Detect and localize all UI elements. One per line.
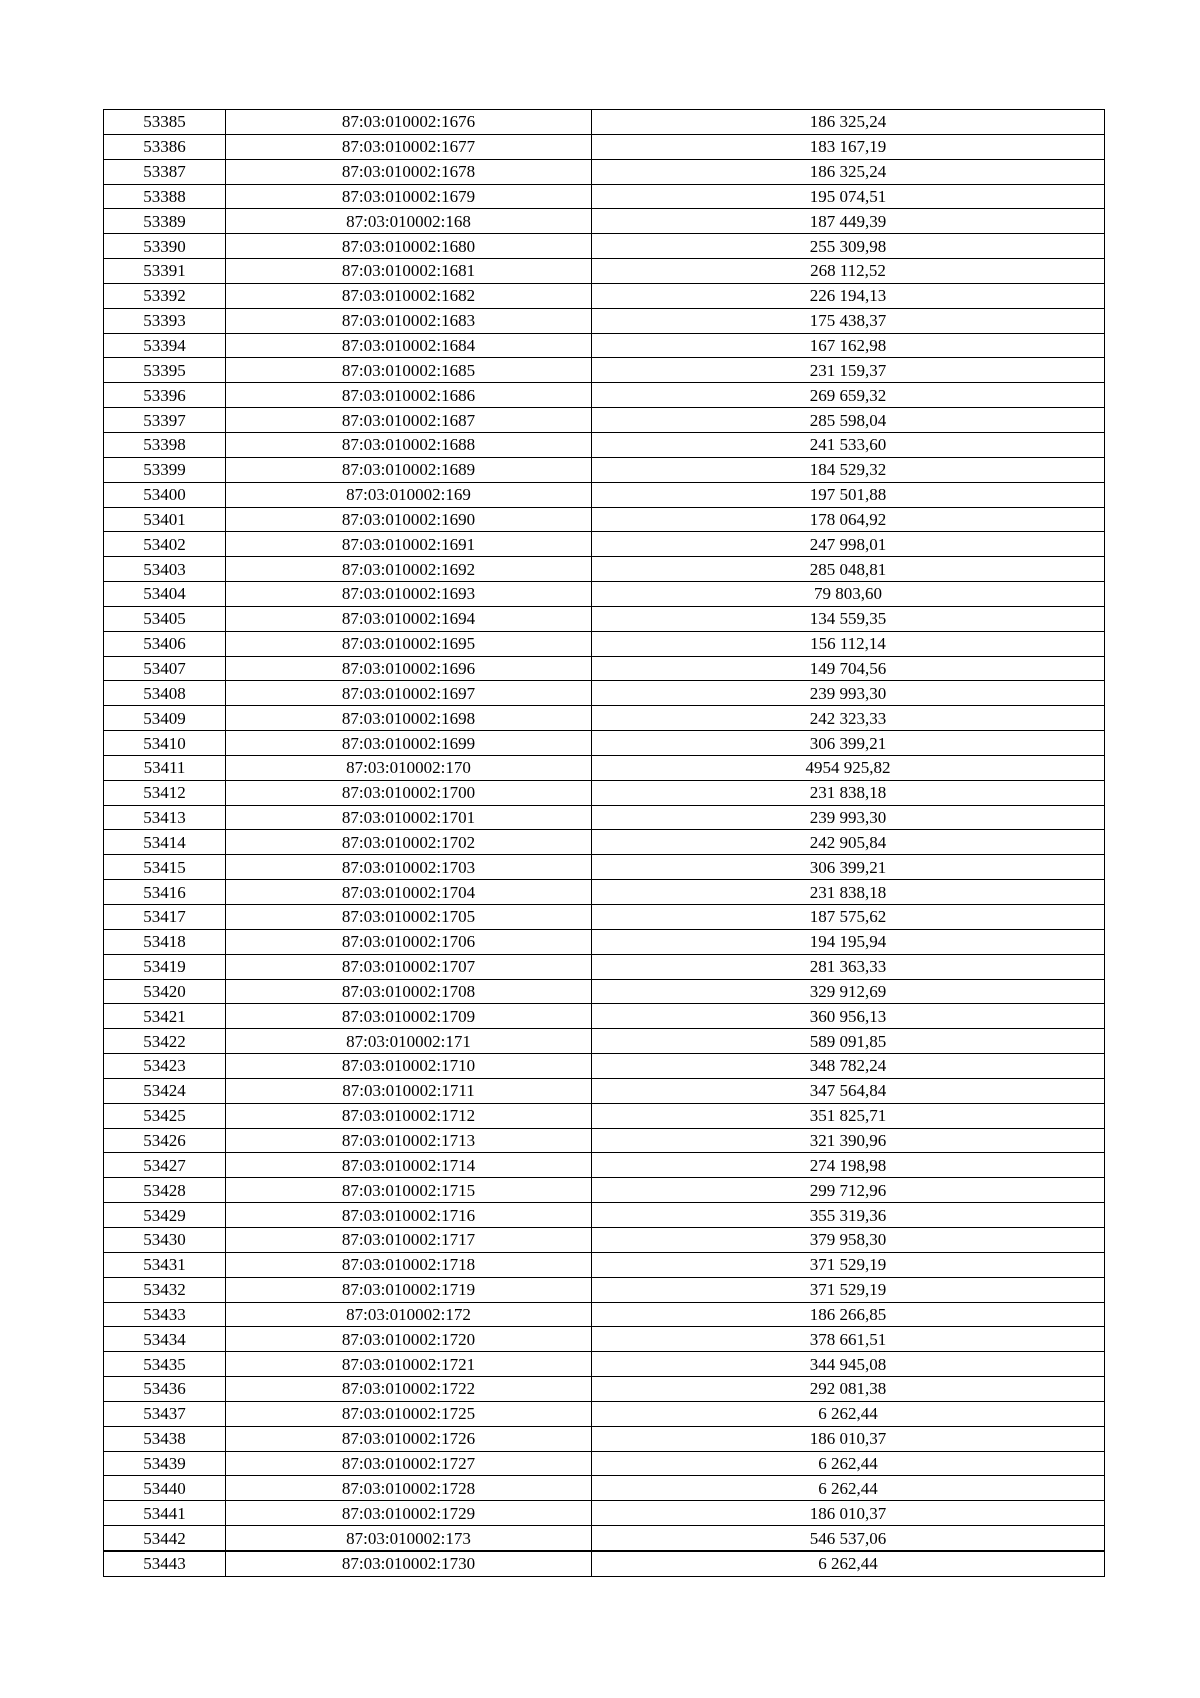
cadastral-value-table (103, 109, 1105, 1577)
cadastral-value-cell: 242 323,33 (592, 706, 1105, 731)
table-row (104, 1277, 1105, 1302)
cadastral-number-cell: 87:03:010002:1692 (226, 557, 592, 582)
row-number-cell: 53442 (104, 1526, 226, 1551)
cadastral-number-cell: 87:03:010002:1678 (226, 159, 592, 184)
table-row (104, 631, 1105, 656)
table-row (104, 606, 1105, 631)
table-row (104, 780, 1105, 805)
table-row (104, 929, 1105, 954)
table-row (104, 1054, 1105, 1079)
cadastral-value-cell: 6 262,44 (592, 1476, 1105, 1501)
cadastral-number-cell: 87:03:010002:1714 (226, 1153, 592, 1178)
cadastral-number-cell: 87:03:010002:1712 (226, 1103, 592, 1128)
cadastral-number-cell: 87:03:010002:1689 (226, 457, 592, 482)
cadastral-number-cell: 87:03:010002:172 (226, 1302, 592, 1327)
table-row (104, 383, 1105, 408)
row-number-cell: 53405 (104, 606, 226, 631)
cadastral-value-cell: 6 262,44 (592, 1551, 1105, 1576)
cadastral-number-cell: 87:03:010002:169 (226, 482, 592, 507)
cadastral-value-cell: 178 064,92 (592, 507, 1105, 532)
row-number-cell: 53435 (104, 1352, 226, 1377)
cadastral-value-cell: 195 074,51 (592, 184, 1105, 209)
table-row (104, 1377, 1105, 1402)
cadastral-value-cell: 344 945,08 (592, 1352, 1105, 1377)
table-body (104, 110, 1105, 1577)
cadastral-value-cell: 589 091,85 (592, 1029, 1105, 1054)
table-row (104, 557, 1105, 582)
cadastral-value-cell: 187 449,39 (592, 209, 1105, 234)
row-number-cell: 53387 (104, 159, 226, 184)
cadastral-number-cell: 87:03:010002:1716 (226, 1203, 592, 1228)
cadastral-number-cell: 87:03:010002:1727 (226, 1451, 592, 1476)
table-row (104, 1004, 1105, 1029)
row-number-cell: 53412 (104, 780, 226, 805)
cadastral-value-cell: 184 529,32 (592, 457, 1105, 482)
table-row (104, 110, 1105, 135)
table-row (104, 1476, 1105, 1501)
cadastral-number-cell: 87:03:010002:173 (226, 1526, 592, 1551)
cadastral-number-cell: 87:03:010002:1703 (226, 855, 592, 880)
row-number-cell: 53443 (104, 1551, 226, 1576)
row-number-cell: 53414 (104, 830, 226, 855)
cadastral-number-cell: 87:03:010002:1709 (226, 1004, 592, 1029)
table-row (104, 805, 1105, 830)
table-row (104, 1103, 1105, 1128)
cadastral-value-cell: 183 167,19 (592, 134, 1105, 159)
row-number-cell: 53392 (104, 283, 226, 308)
cadastral-number-cell: 87:03:010002:170 (226, 755, 592, 780)
row-number-cell: 53409 (104, 706, 226, 731)
row-number-cell: 53428 (104, 1178, 226, 1203)
table-row (104, 358, 1105, 383)
row-number-cell: 53401 (104, 507, 226, 532)
table-row (104, 755, 1105, 780)
cadastral-number-cell: 87:03:010002:1721 (226, 1352, 592, 1377)
row-number-cell: 53420 (104, 979, 226, 1004)
row-number-cell: 53395 (104, 358, 226, 383)
cadastral-number-cell: 87:03:010002:1688 (226, 432, 592, 457)
row-number-cell: 53422 (104, 1029, 226, 1054)
table-row (104, 1227, 1105, 1252)
row-number-cell: 53397 (104, 408, 226, 433)
row-number-cell: 53396 (104, 383, 226, 408)
cadastral-number-cell: 87:03:010002:1704 (226, 880, 592, 905)
row-number-cell: 53434 (104, 1327, 226, 1352)
cadastral-value-cell: 269 659,32 (592, 383, 1105, 408)
table-row (104, 855, 1105, 880)
cadastral-number-cell: 87:03:010002:1713 (226, 1128, 592, 1153)
table-row (104, 1551, 1105, 1576)
cadastral-number-cell: 87:03:010002:1719 (226, 1277, 592, 1302)
row-number-cell: 53437 (104, 1401, 226, 1426)
cadastral-number-cell: 87:03:010002:1694 (226, 606, 592, 631)
table-row (104, 308, 1105, 333)
table-row (104, 1153, 1105, 1178)
row-number-cell: 53427 (104, 1153, 226, 1178)
cadastral-number-cell: 87:03:010002:1710 (226, 1054, 592, 1079)
row-number-cell: 53403 (104, 557, 226, 582)
cadastral-number-cell: 87:03:010002:1691 (226, 532, 592, 557)
cadastral-number-cell: 87:03:010002:1679 (226, 184, 592, 209)
cadastral-number-cell: 87:03:010002:1722 (226, 1377, 592, 1402)
cadastral-value-cell: 134 559,35 (592, 606, 1105, 631)
table-row (104, 1327, 1105, 1352)
row-number-cell: 53419 (104, 954, 226, 979)
cadastral-value-cell: 355 319,36 (592, 1203, 1105, 1228)
cadastral-value-cell: 306 399,21 (592, 731, 1105, 756)
cadastral-value-cell: 285 598,04 (592, 408, 1105, 433)
table-row (104, 457, 1105, 482)
row-number-cell: 53407 (104, 656, 226, 681)
cadastral-number-cell: 87:03:010002:1728 (226, 1476, 592, 1501)
cadastral-number-cell: 87:03:010002:1730 (226, 1551, 592, 1576)
table-row (104, 1352, 1105, 1377)
cadastral-number-cell: 87:03:010002:1707 (226, 954, 592, 979)
cadastral-number-cell: 87:03:010002:1676 (226, 110, 592, 135)
cadastral-value-cell: 347 564,84 (592, 1078, 1105, 1103)
cadastral-value-cell: 231 838,18 (592, 780, 1105, 805)
row-number-cell: 53390 (104, 234, 226, 259)
table-row (104, 1078, 1105, 1103)
row-number-cell: 53413 (104, 805, 226, 830)
row-number-cell: 53404 (104, 582, 226, 607)
row-number-cell: 53394 (104, 333, 226, 358)
row-number-cell: 53431 (104, 1252, 226, 1277)
table-row (104, 706, 1105, 731)
row-number-cell: 53386 (104, 134, 226, 159)
row-number-cell: 53398 (104, 432, 226, 457)
row-number-cell: 53441 (104, 1501, 226, 1526)
cadastral-number-cell: 87:03:010002:1708 (226, 979, 592, 1004)
row-number-cell: 53432 (104, 1277, 226, 1302)
table-row (104, 532, 1105, 557)
cadastral-value-cell: 306 399,21 (592, 855, 1105, 880)
cadastral-number-cell: 87:03:010002:1690 (226, 507, 592, 532)
row-number-cell: 53423 (104, 1054, 226, 1079)
cadastral-value-cell: 241 533,60 (592, 432, 1105, 457)
table-row (104, 1128, 1105, 1153)
cadastral-number-cell: 87:03:010002:171 (226, 1029, 592, 1054)
table-row (104, 979, 1105, 1004)
cadastral-number-cell: 87:03:010002:1725 (226, 1401, 592, 1426)
row-number-cell: 53385 (104, 110, 226, 135)
cadastral-number-cell: 87:03:010002:1695 (226, 631, 592, 656)
cadastral-value-cell: 79 803,60 (592, 582, 1105, 607)
cadastral-value-cell: 186 266,85 (592, 1302, 1105, 1327)
table-row (104, 905, 1105, 930)
cadastral-number-cell: 87:03:010002:168 (226, 209, 592, 234)
row-number-cell: 53416 (104, 880, 226, 905)
cadastral-value-cell: 242 905,84 (592, 830, 1105, 855)
table-row (104, 1178, 1105, 1203)
cadastral-number-cell: 87:03:010002:1706 (226, 929, 592, 954)
cadastral-value-cell: 268 112,52 (592, 259, 1105, 284)
cadastral-value-cell: 378 661,51 (592, 1327, 1105, 1352)
table-row (104, 1302, 1105, 1327)
table-row (104, 954, 1105, 979)
cadastral-value-cell: 149 704,56 (592, 656, 1105, 681)
cadastral-number-cell: 87:03:010002:1715 (226, 1178, 592, 1203)
cadastral-number-cell: 87:03:010002:1683 (226, 308, 592, 333)
row-number-cell: 53393 (104, 308, 226, 333)
cadastral-value-cell: 6 262,44 (592, 1401, 1105, 1426)
cadastral-number-cell: 87:03:010002:1680 (226, 234, 592, 259)
cadastral-number-cell: 87:03:010002:1726 (226, 1426, 592, 1451)
cadastral-number-cell: 87:03:010002:1681 (226, 259, 592, 284)
cadastral-number-cell: 87:03:010002:1696 (226, 656, 592, 681)
row-number-cell: 53415 (104, 855, 226, 880)
row-number-cell: 53388 (104, 184, 226, 209)
cadastral-number-cell: 87:03:010002:1702 (226, 830, 592, 855)
row-number-cell: 53424 (104, 1078, 226, 1103)
cadastral-number-cell: 87:03:010002:1700 (226, 780, 592, 805)
cadastral-value-cell: 186 325,24 (592, 159, 1105, 184)
table-row (104, 184, 1105, 209)
cadastral-number-cell: 87:03:010002:1705 (226, 905, 592, 930)
cadastral-value-cell: 274 198,98 (592, 1153, 1105, 1178)
cadastral-number-cell: 87:03:010002:1697 (226, 681, 592, 706)
cadastral-value-cell: 247 998,01 (592, 532, 1105, 557)
row-number-cell: 53433 (104, 1302, 226, 1327)
table-row (104, 1252, 1105, 1277)
table-row (104, 830, 1105, 855)
cadastral-value-cell: 299 712,96 (592, 1178, 1105, 1203)
row-number-cell: 53411 (104, 755, 226, 780)
table-row (104, 582, 1105, 607)
cadastral-value-cell: 186 010,37 (592, 1501, 1105, 1526)
cadastral-number-cell: 87:03:010002:1677 (226, 134, 592, 159)
table-row (104, 1203, 1105, 1228)
row-number-cell: 53436 (104, 1377, 226, 1402)
cadastral-value-cell: 329 912,69 (592, 979, 1105, 1004)
cadastral-value-cell: 546 537,06 (592, 1526, 1105, 1551)
table-row (104, 283, 1105, 308)
cadastral-value-cell: 175 438,37 (592, 308, 1105, 333)
table-row (104, 1426, 1105, 1451)
row-number-cell: 53417 (104, 905, 226, 930)
table-row (104, 159, 1105, 184)
cadastral-value-cell: 292 081,38 (592, 1377, 1105, 1402)
cadastral-number-cell: 87:03:010002:1717 (226, 1227, 592, 1252)
cadastral-value-cell: 351 825,71 (592, 1103, 1105, 1128)
row-number-cell: 53425 (104, 1103, 226, 1128)
cadastral-value-cell: 371 529,19 (592, 1252, 1105, 1277)
cadastral-value-cell: 379 958,30 (592, 1227, 1105, 1252)
row-number-cell: 53440 (104, 1476, 226, 1501)
cadastral-number-cell: 87:03:010002:1729 (226, 1501, 592, 1526)
cadastral-value-cell: 348 782,24 (592, 1054, 1105, 1079)
row-number-cell: 53421 (104, 1004, 226, 1029)
row-number-cell: 53429 (104, 1203, 226, 1228)
cadastral-value-cell: 187 575,62 (592, 905, 1105, 930)
cadastral-value-cell: 194 195,94 (592, 929, 1105, 954)
table-row (104, 134, 1105, 159)
row-number-cell: 53399 (104, 457, 226, 482)
cadastral-value-cell: 6 262,44 (592, 1451, 1105, 1476)
cadastral-value-cell: 371 529,19 (592, 1277, 1105, 1302)
cadastral-number-cell: 87:03:010002:1711 (226, 1078, 592, 1103)
row-number-cell: 53400 (104, 482, 226, 507)
table-row (104, 209, 1105, 234)
row-number-cell: 53408 (104, 681, 226, 706)
table-row (104, 1401, 1105, 1426)
cadastral-number-cell: 87:03:010002:1699 (226, 731, 592, 756)
table-row (104, 259, 1105, 284)
cadastral-number-cell: 87:03:010002:1720 (226, 1327, 592, 1352)
row-number-cell: 53439 (104, 1451, 226, 1476)
table-row (104, 333, 1105, 358)
table-row (104, 432, 1105, 457)
table-row (104, 482, 1105, 507)
cadastral-value-cell: 360 956,13 (592, 1004, 1105, 1029)
cadastral-value-cell: 231 838,18 (592, 880, 1105, 905)
cadastral-number-cell: 87:03:010002:1684 (226, 333, 592, 358)
table-row (104, 1501, 1105, 1526)
cadastral-number-cell: 87:03:010002:1718 (226, 1252, 592, 1277)
cadastral-value-cell: 321 390,96 (592, 1128, 1105, 1153)
table-row (104, 234, 1105, 259)
row-number-cell: 53426 (104, 1128, 226, 1153)
row-number-cell: 53406 (104, 631, 226, 656)
cadastral-value-cell: 156 112,14 (592, 631, 1105, 656)
table-row (104, 880, 1105, 905)
cadastral-value-cell: 197 501,88 (592, 482, 1105, 507)
table-row (104, 656, 1105, 681)
cadastral-value-cell: 186 325,24 (592, 110, 1105, 135)
cadastral-value-cell: 4954 925,82 (592, 755, 1105, 780)
cadastral-number-cell: 87:03:010002:1687 (226, 408, 592, 433)
table-row (104, 1526, 1105, 1551)
cadastral-number-cell: 87:03:010002:1685 (226, 358, 592, 383)
row-number-cell: 53410 (104, 731, 226, 756)
table-row (104, 731, 1105, 756)
cadastral-value-cell: 167 162,98 (592, 333, 1105, 358)
cadastral-value-cell: 239 993,30 (592, 805, 1105, 830)
row-number-cell: 53438 (104, 1426, 226, 1451)
row-number-cell: 53430 (104, 1227, 226, 1252)
row-number-cell: 53402 (104, 532, 226, 557)
cadastral-value-cell: 239 993,30 (592, 681, 1105, 706)
cadastral-number-cell: 87:03:010002:1701 (226, 805, 592, 830)
cadastral-number-cell: 87:03:010002:1698 (226, 706, 592, 731)
cadastral-value-cell: 285 048,81 (592, 557, 1105, 582)
table-row (104, 1029, 1105, 1054)
cadastral-value-cell: 226 194,13 (592, 283, 1105, 308)
cadastral-value-cell: 186 010,37 (592, 1426, 1105, 1451)
cadastral-number-cell: 87:03:010002:1682 (226, 283, 592, 308)
row-number-cell: 53389 (104, 209, 226, 234)
table-row (104, 681, 1105, 706)
row-number-cell: 53391 (104, 259, 226, 284)
cadastral-value-cell: 281 363,33 (592, 954, 1105, 979)
table-row (104, 408, 1105, 433)
table-row (104, 1451, 1105, 1476)
cadastral-value-cell: 231 159,37 (592, 358, 1105, 383)
cadastral-number-cell: 87:03:010002:1686 (226, 383, 592, 408)
cadastral-number-cell: 87:03:010002:1693 (226, 582, 592, 607)
row-number-cell: 53418 (104, 929, 226, 954)
table-row (104, 507, 1105, 532)
cadastral-value-cell: 255 309,98 (592, 234, 1105, 259)
